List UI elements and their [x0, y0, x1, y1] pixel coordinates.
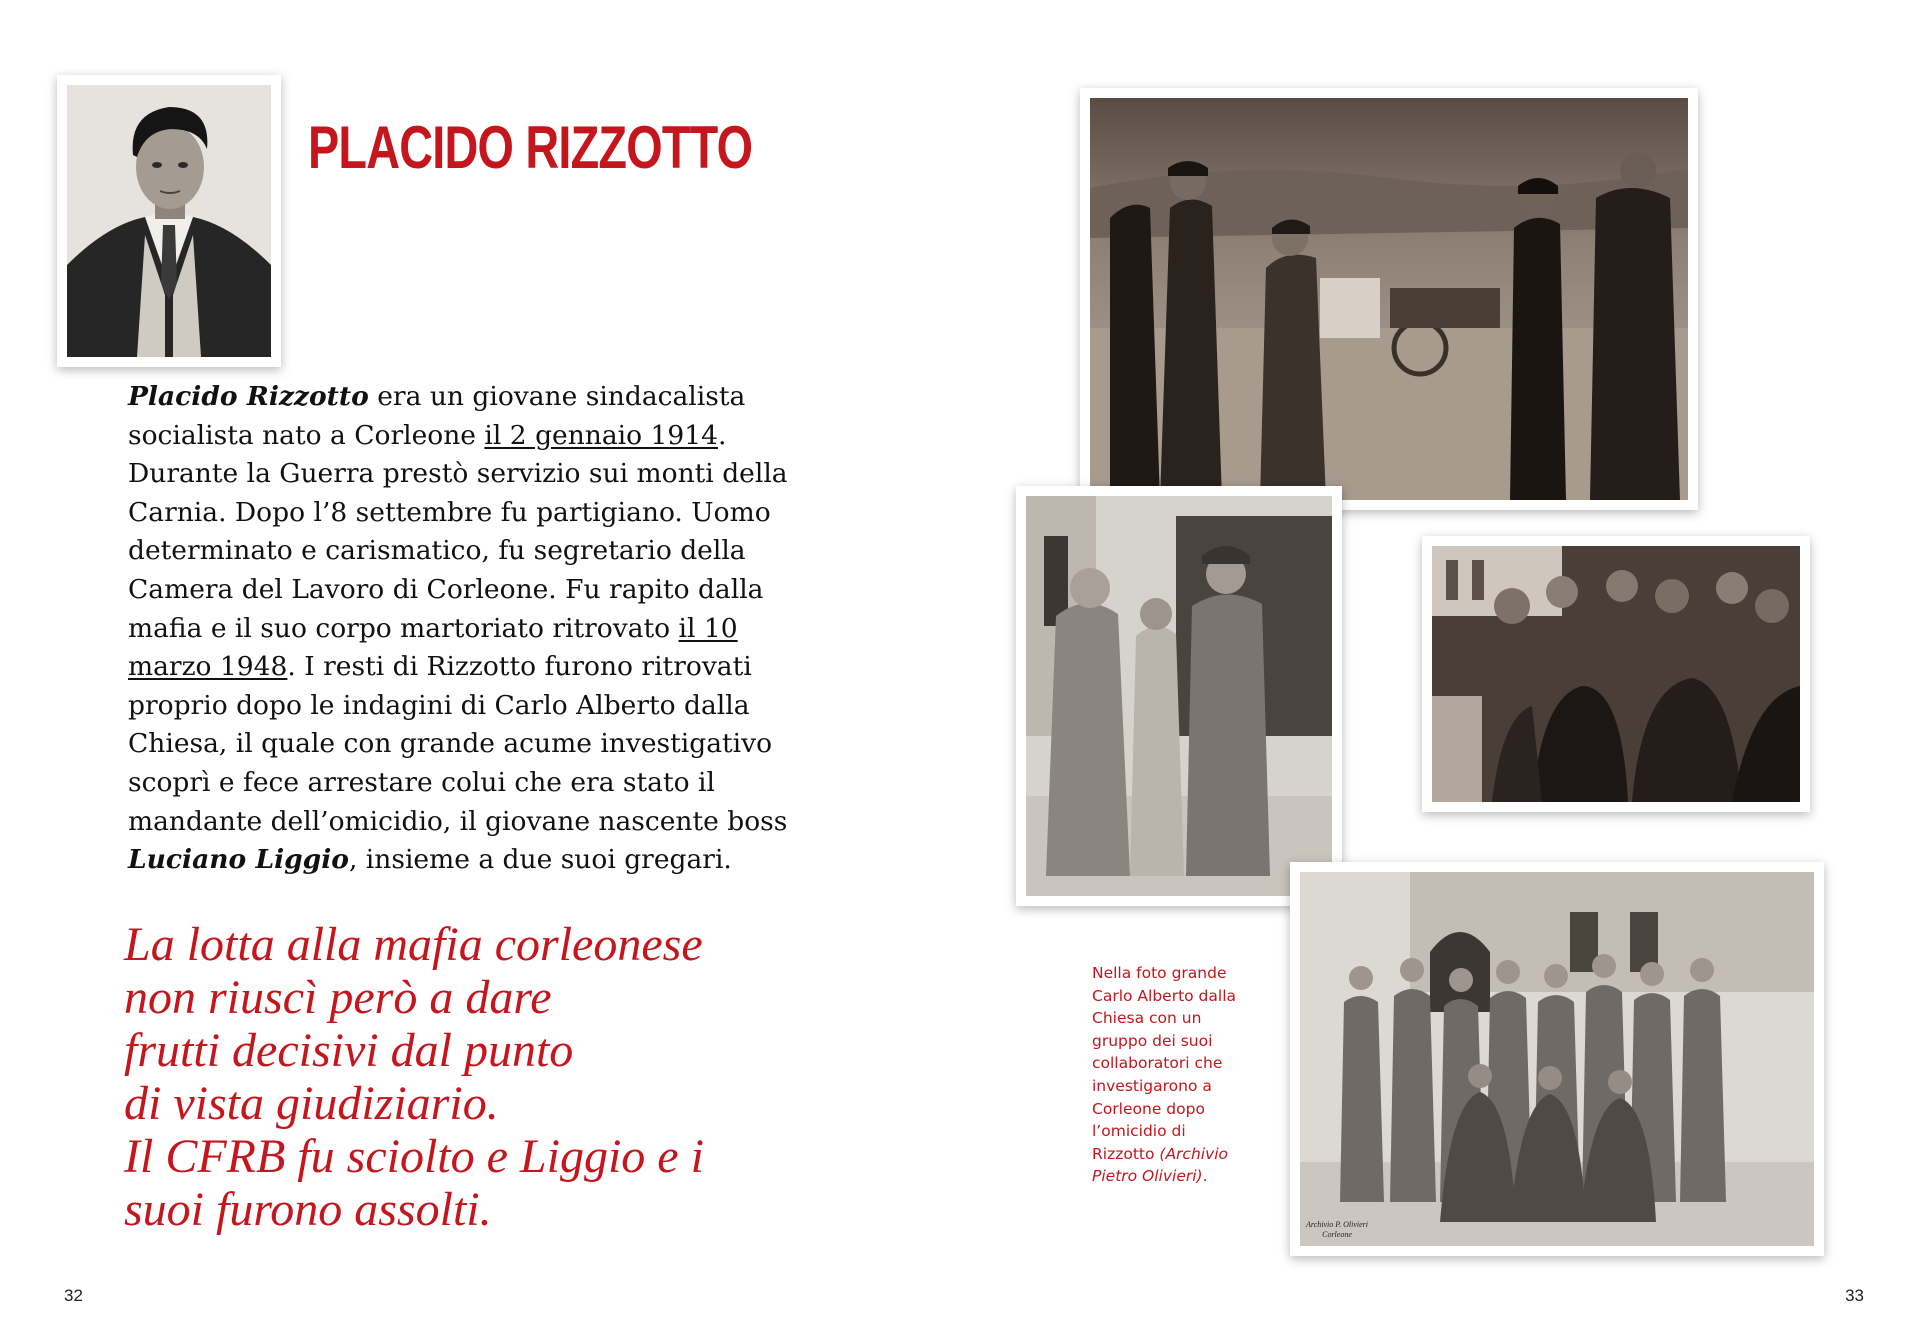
- quote-line: di vista giudiziario.: [124, 1077, 499, 1130]
- caption-line-segment: collaboratori che: [1092, 1054, 1223, 1073]
- large-photo-frame: [1080, 88, 1698, 510]
- mid-right-photo-frame: [1422, 536, 1810, 812]
- caption-line: [1092, 1165, 1282, 1188]
- body-line-segment: scoprì e fece arrestare colui che era stato il: [128, 766, 715, 798]
- body-line: [128, 378, 828, 417]
- body-line: [128, 494, 828, 533]
- body-line: [128, 455, 828, 494]
- photo-caption: [1092, 962, 1282, 1188]
- body-line-segment: Placido Rizzotto: [128, 381, 369, 412]
- body-line-segment: Durante la Guerra prestò servizio sui monti della: [128, 458, 788, 490]
- caption-line: [1092, 1007, 1282, 1030]
- quote-line: La lotta alla mafia corleonese: [124, 918, 703, 971]
- bottom-photo-credit-line-2: Corleone: [1322, 1230, 1352, 1239]
- caption-line-segment: Chiesa con un: [1092, 1009, 1202, 1028]
- quote-line: suoi furono assolti.: [124, 1183, 492, 1236]
- body-line-segment: .: [717, 419, 727, 451]
- body-line-segment: il 2 gennaio 1914: [484, 419, 718, 451]
- body-line: [128, 648, 828, 687]
- bottom-photo-frame: [1290, 862, 1824, 1256]
- body-line: [128, 571, 828, 610]
- portrait-photo: [67, 85, 271, 357]
- body-line-segment: determinato e carismatico, fu segretario della: [128, 535, 746, 567]
- body-line-segment: . I resti di Rizzotto furono ritrovati: [287, 651, 752, 683]
- caption-line-segment: investigarono a: [1092, 1076, 1212, 1095]
- caption-line-segment: l’omicidio di: [1092, 1122, 1186, 1141]
- caption-line-segment: Carlo Alberto dalla: [1092, 986, 1237, 1005]
- body-line-segment: Camera del Lavoro di Corleone. Fu rapito dalla: [128, 573, 764, 605]
- body-line: [128, 687, 828, 726]
- caption-line: [1092, 1052, 1282, 1075]
- body-line: [128, 841, 828, 880]
- body-line: [128, 803, 828, 842]
- body-line: [128, 725, 828, 764]
- caption-line: [1092, 962, 1282, 985]
- body-line-segment: mandante dell’omicidio, il giovane nascente boss: [128, 805, 788, 837]
- caption-line-segment: .: [1202, 1167, 1208, 1186]
- caption-line: [1092, 1098, 1282, 1121]
- caption-line-segment: gruppo dei suoi: [1092, 1031, 1213, 1050]
- bottom-photo-credit: [1306, 1220, 1368, 1240]
- body-line-segment: Carnia. Dopo l’8 settembre fu partigiano. Uomo: [128, 496, 771, 528]
- mid-left-photo-frame: [1016, 486, 1342, 906]
- right-page: [960, 0, 1920, 1344]
- group-portrait-photo: [1300, 872, 1814, 1246]
- body-line: [128, 764, 828, 803]
- caption-line-segment: Pietro Olivieri): [1092, 1167, 1203, 1186]
- quote-line: non riuscì però a dare: [124, 971, 552, 1024]
- quote-line: frutti decisivi dal punto: [124, 1024, 574, 1077]
- body-line: [128, 532, 828, 571]
- body-line-segment: proprio dopo le indagini di Carlo Alberto dalla: [128, 689, 750, 721]
- caption-line: [1092, 985, 1282, 1008]
- officers-photo: [1026, 496, 1332, 896]
- caption-line-segment: Rizzotto: [1092, 1144, 1160, 1163]
- large-group-photo: [1090, 98, 1688, 500]
- portrait-photo-frame: [57, 75, 281, 367]
- caption-line-segment: (Archivio: [1159, 1144, 1229, 1163]
- caption-line: [1092, 1030, 1282, 1053]
- body-text: [128, 378, 828, 880]
- body-line: [128, 610, 828, 649]
- body-line-segment: Chiesa, il quale con grande acume investigativo: [128, 728, 773, 760]
- body-line-segment: era un giovane sindacalista: [368, 381, 746, 412]
- bottom-photo-credit-line-1: Archivio P. Olivieri: [1306, 1220, 1368, 1229]
- body-line-segment: mafia e il suo corpo martoriato ritrovato: [128, 612, 679, 644]
- body-line-segment: marzo 1948: [128, 651, 288, 683]
- page-title: PLACIDO RIZZOTTO: [308, 114, 753, 181]
- page-number-left: 32: [64, 1286, 83, 1305]
- quote-line: Il CFRB fu sciolto e Liggio e i: [124, 1130, 704, 1183]
- pull-quote: [124, 918, 844, 1236]
- body-line-segment: il 10: [678, 612, 738, 644]
- crowd-photo: [1432, 546, 1800, 802]
- caption-line: [1092, 1120, 1282, 1143]
- caption-line: [1092, 1143, 1282, 1166]
- page-number-right: 33: [1845, 1286, 1864, 1305]
- body-line: [128, 417, 828, 456]
- caption-line-segment: Nella foto grande: [1092, 964, 1227, 982]
- caption-line-segment: Corleone dopo: [1092, 1099, 1205, 1118]
- body-line-segment: Luciano Liggio: [128, 844, 349, 876]
- body-line-segment: , insieme a due suoi gregari.: [348, 844, 732, 876]
- caption-line: [1092, 1075, 1282, 1098]
- body-line-segment: socialista nato a Corleone: [128, 419, 485, 451]
